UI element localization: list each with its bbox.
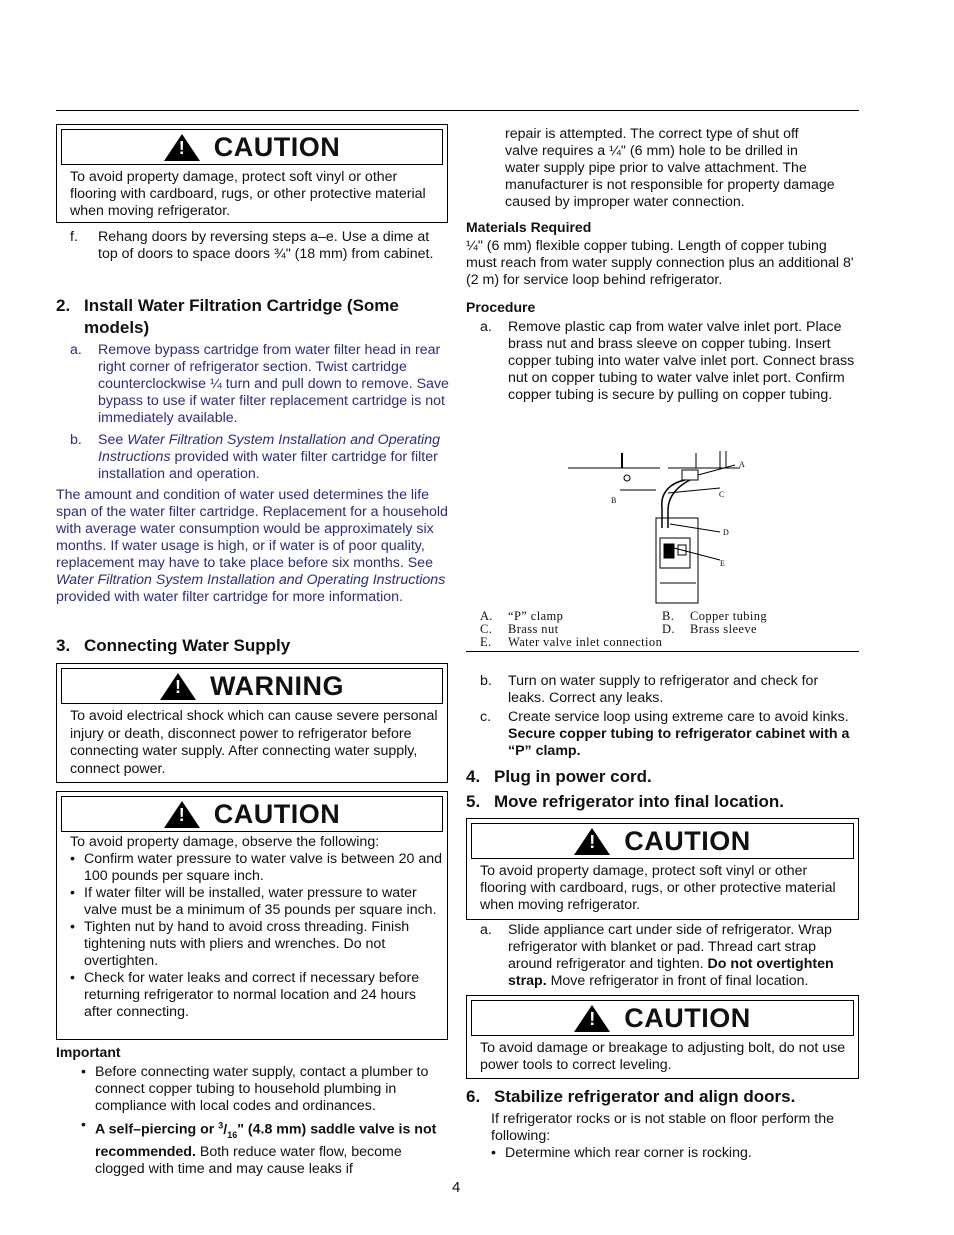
- step-b-pre: See: [98, 432, 128, 448]
- caution-box-protect-floor-2: [466, 818, 859, 920]
- section-2-number: 2.: [56, 296, 71, 315]
- caution-bullet: • Confirm water pressure to water valve is between 20 and 100 pounds per square inch.: [70, 851, 445, 885]
- step-a-label: a.: [480, 319, 492, 335]
- top-rule: [56, 110, 859, 111]
- section-6-bullet: • Determine which rear corner is rocking.: [491, 1145, 851, 1162]
- step-a-text: Remove plastic cap from water valve inlet port. Place brass nut and brass sleeve on copper tubing. Insert copper tubing into water valve inlet port. Connect brass nut on copper tubing to water valve inlet port. Confirm copper tubing is secure by pulling on copper tubing.: [508, 319, 855, 403]
- caution-bullet: • Check for water leaks and correct if necessary before returning refrigerator to normal location and 24 hours after connecting.: [70, 970, 445, 1021]
- step-f-label: f.: [70, 229, 78, 245]
- fraction-denominator: 16: [227, 1129, 238, 1140]
- diagram-label-d: D: [723, 528, 729, 537]
- section-6-text: If refrigerator rocks or is not stable on floor perform the following:: [491, 1111, 835, 1144]
- section-5-title: Move refrigerator into final location.: [494, 792, 784, 811]
- warning-title: WARNING: [210, 671, 344, 701]
- caution-bullet: • If water filter will be installed, water pressure to water valve must be a minimum of 35 pounds per square inch.: [70, 885, 445, 919]
- caution-header: [471, 823, 854, 859]
- step-b-post: provided with water filter cartridge for filter installation and operation.: [98, 449, 438, 482]
- filter-lifespan-paragraph: [56, 487, 449, 606]
- caution-content: [70, 834, 445, 1021]
- section-4-number: 4.: [466, 767, 481, 786]
- step-a-text: [508, 922, 859, 990]
- caution-header: [471, 1000, 854, 1036]
- caution-text: To avoid property damage, protect soft vinyl or other flooring with cardboard, rugs, or other protective material when moving refrigerator.: [480, 863, 836, 913]
- saddle-rest: Both reduce water flow, become clogged with time and may cause leaks if: [95, 1143, 402, 1177]
- step-b-text: Turn on water supply to refrigerator and check for leaks. Correct any leaks.: [508, 673, 819, 706]
- important-bullet-plumber: • Before connecting water supply, contact a plumber to connect copper tubing to household plumbing in compliance with local codes and ordinances.: [81, 1064, 441, 1115]
- important-bullet-list: [81, 1064, 441, 1178]
- caution-bullet: • Tighten nut by hand to avoid cross threading. Finish tightening nuts with pliers and wrenches. Do not overtighten.: [70, 919, 445, 970]
- section-4-heading: [466, 766, 859, 788]
- legend-text-a: “P” clamp: [508, 609, 564, 623]
- warning-box-electrical: [56, 663, 448, 783]
- section-3-title: Connecting Water Supply: [84, 636, 291, 655]
- diagram-label-e: E: [720, 559, 725, 568]
- warning-triangle-icon: [574, 828, 610, 855]
- legend-key-d: D.: [662, 622, 675, 636]
- procedure-label: Procedure: [466, 299, 536, 315]
- warning-triangle-icon: [164, 134, 200, 161]
- diagram-label-b: B: [611, 496, 617, 505]
- water-valve-housing: [656, 518, 698, 603]
- diagram-label-a: A: [739, 460, 745, 469]
- caution-box-protect-floor: [56, 124, 448, 223]
- step-f: [56, 229, 448, 263]
- legend-text-b: Copper tubing: [690, 609, 768, 623]
- legend-text-e: Water valve inlet connection: [508, 635, 663, 649]
- shutoff-valve-continuation: repair is attempted. The correct type of shut off valve requires a ¼" (6 mm) hole to be drilled in water supply pipe prior to valve attachment. The manufacturer is not responsible for property damage caused by improper water connection.: [505, 126, 835, 210]
- section-5-step-a: [466, 922, 859, 990]
- section-2-step-a: [56, 342, 449, 427]
- legend-key-e: E.: [480, 635, 492, 649]
- section-6-title: Stabilize refrigerator and align doors.: [494, 1087, 796, 1106]
- step-b-label: b.: [70, 432, 82, 448]
- saddle-bold-2: " (4.8 mm) saddle valve is not recommended.: [95, 1121, 437, 1160]
- paragraph-pre: The amount and condition of water used determines the life span of the water filter cartridge. Replacement for a household with average water consumption would be approximately six months. If water usage is high, or if water is of poor quality, replacement may have to take place before six months. See: [56, 487, 448, 571]
- step-a-label: a.: [70, 342, 82, 358]
- section-2-step-b: [56, 432, 448, 483]
- section-3-heading: [56, 635, 448, 657]
- diagram-label-c: C: [719, 490, 725, 499]
- p-clamp-shape: [682, 470, 698, 480]
- warning-triangle-icon: [164, 801, 200, 828]
- diagram-bottom-rule: [466, 651, 859, 652]
- legend-text-c: Brass nut: [508, 622, 559, 636]
- procedure-step-b: [466, 673, 859, 707]
- section-5-heading: [466, 791, 859, 813]
- legend-key-a: A.: [480, 609, 493, 623]
- step-f-text: Rehang doors by reversing steps a–e. Use a dime at top of doors to space doors ¾" (18 mm) from cabinet.: [98, 229, 434, 262]
- paragraph-doc-title: Water Filtration System Installation and Operating Instructions: [56, 572, 446, 588]
- warning-text: To avoid electrical shock which can cause severe personal injury or death, disconnect power to refrigerator before connecting water supply. After connecting water supply, connect power.: [70, 708, 438, 777]
- step-a-rest: Move refrigerator in front of final location.: [546, 973, 809, 989]
- step-a-bold: Do not overtighten strap.: [508, 956, 834, 989]
- step-a-text: Remove bypass cartridge from water filter head in rear right corner of refrigerator section. Twist cartridge counterclockwise ¼ turn and pull down to remove. Save bypass to use if water filter replacement cartridge is not immediately available.: [98, 342, 449, 426]
- caution-title: CAUTION: [624, 826, 751, 856]
- step-b-doc-title: Water Filtration System Installation and Operating Instructions: [98, 432, 440, 465]
- legend-key-c: C.: [480, 622, 493, 636]
- materials-required-text: ¼" (6 mm) flexible copper tubing. Length of copper tubing must reach from water supply connection plus an additional 8' (2 m) for service loop behind refrigerator.: [466, 238, 854, 288]
- caution-box-adjusting-bolt: [466, 995, 859, 1079]
- step-b-label: b.: [480, 673, 492, 689]
- paragraph-post: provided with water filter cartridge for more information.: [56, 589, 403, 605]
- fraction-numerator: 3: [218, 1120, 224, 1130]
- section-3-number: 3.: [56, 636, 71, 655]
- section-2-heading: [56, 295, 448, 339]
- section-6-bullets: [491, 1145, 851, 1162]
- section-4-title: Plug in power cord.: [494, 767, 652, 786]
- caution-title: CAUTION: [213, 799, 341, 829]
- warning-triangle-icon: [160, 673, 196, 700]
- step-a-plain: Slide appliance cart under side of refrigerator. Wrap refrigerator with blanket or pad. Thread cart strap around refrigerator and tighten.: [508, 922, 832, 972]
- caution-box-property: [56, 791, 448, 1040]
- important-bullet-saddle-valve: • A self–piercing or $^3/_{16}$" (4.8 mm) saddle valve is not recommended. Both reduce water flow, become clogged with time and may cause leaks if: [81, 1117, 441, 1178]
- warning-triangle-icon: [574, 1005, 610, 1032]
- caution-header: [61, 796, 443, 832]
- section-5-number: 5.: [466, 792, 481, 811]
- section-6-number: 6.: [466, 1087, 481, 1106]
- important-label: Important: [56, 1044, 121, 1060]
- section-2-title: Install Water Filtration Cartridge (Some models): [84, 296, 399, 337]
- step-b-text: [98, 432, 448, 483]
- page-number: 4: [452, 1179, 461, 1196]
- caution-text: To avoid property damage, protect soft vinyl or other flooring with cardboard, rugs, or other protective material when moving refrigerator.: [70, 169, 426, 219]
- caution-intro: To avoid property damage, observe the following:: [70, 834, 380, 850]
- procedure-step-a: [466, 319, 859, 404]
- caution-title: CAUTION: [624, 1003, 751, 1033]
- caution-text: To avoid damage or breakage to adjusting bolt, do not use power tools to correct leveling.: [480, 1040, 846, 1073]
- materials-required-label: Materials Required: [466, 219, 592, 235]
- copper-tubing-path: [662, 480, 685, 528]
- procedure-step-c: [466, 709, 859, 760]
- step-c-text: [508, 709, 859, 760]
- caution-header: [61, 129, 443, 165]
- step-c-bold: Secure copper tubing to refrigerator cabinet with a “P” clamp.: [508, 726, 850, 759]
- section-6-heading: [466, 1086, 859, 1108]
- saddle-bold-1: A self–piercing or: [95, 1121, 219, 1138]
- legend-text-d: Brass sleeve: [690, 622, 757, 636]
- step-c-label: c.: [480, 709, 492, 725]
- warning-header: [61, 668, 443, 704]
- caution-title: CAUTION: [213, 132, 341, 162]
- caution-bullet-list: [70, 851, 445, 1021]
- step-c-plain: Create service loop using extreme care to avoid kinks.: [508, 709, 849, 725]
- water-valve-diagram: [560, 448, 760, 608]
- step-a-label: a.: [480, 922, 492, 938]
- legend-key-b: B.: [662, 609, 675, 623]
